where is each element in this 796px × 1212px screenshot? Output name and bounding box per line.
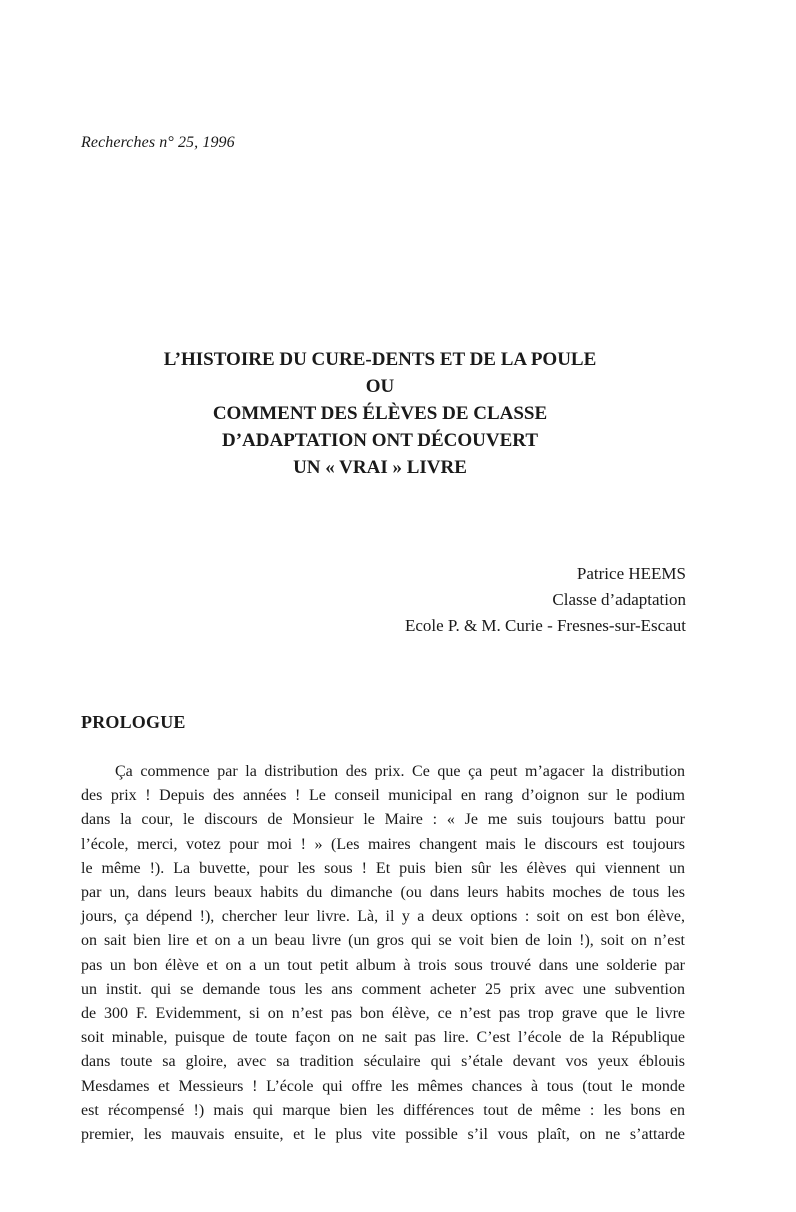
title-line-3: COMMENT DES ÉLÈVES DE CLASSE (212, 403, 548, 424)
author-school: Ecole P. & M. Curie - Fresnes-sur-Escaut (404, 616, 686, 635)
author-block (405, 561, 686, 639)
body-line: l’école, merci, votez pour moi ! » (Les maires changent mais le discours est toujours (81, 835, 685, 853)
body-line: le même !). La buvette, pour les sous ! Et puis bien sûr les élèves qui viennent un (81, 859, 685, 877)
body-line: Mesdames et Messieurs ! L’école qui offre les mêmes chances à tous (tout le monde (81, 1077, 685, 1095)
body-line: dans toute sa gloire, avec sa tradition séculaire qui s’étale devant vos yeux éblouis (81, 1053, 685, 1071)
body-line: jours, ça dépend !), chercher leur livre. Là, il y a deux options : soit on est bon élève, (81, 908, 685, 926)
title-line-1: L’HISTOIRE DU CURE-DENTS ET DE LA POULE (163, 349, 597, 370)
title-line-5: UN « VRAI » LIVRE (293, 457, 467, 478)
journal-reference: Recherches n° 25, 1996 (81, 134, 235, 151)
body-line: un instit. qui se demande tous les ans comment acheter 25 prix avec une subvention (81, 980, 685, 998)
body-line: pas un bon élève et on a un tout petit album à trois sous trouvé dans une solderie par (81, 956, 685, 974)
article-title (100, 346, 660, 481)
body-line: on sait bien lire et on a un beau livre (un gros qui se voit bien de loin !), soit on n’est (81, 932, 685, 950)
body-line: premier, les mauvais ensuite, et le plus vite possible s’il vous plaît, on ne s’attarde (81, 1126, 685, 1144)
body-line: est récompensé !) mais qui marque bien les différences tout de même : les bons en (81, 1101, 685, 1119)
title-line-4: D’ADAPTATION ONT DÉCOUVERT (221, 430, 539, 451)
body-line: dans la cour, le discours de Monsieur le Maire : « Je me suis toujours battu pour (81, 811, 685, 829)
author-class: Classe d’adaptation (552, 590, 686, 609)
body-line: soit minable, puisque de toute façon on ne sait pas lire. C’est l’école de la République (81, 1029, 685, 1047)
body-paragraph (81, 760, 685, 1147)
body-line: par un, dans leurs beaux habits du dimanche (ou dans leurs habits moches de tous les (81, 884, 685, 902)
title-line-2: OU (365, 376, 395, 397)
author-name: Patrice HEEMS (576, 564, 686, 583)
body-line: des prix ! Depuis des années ! Le conseil municipal en rang d’oignon sur le podium (81, 787, 685, 805)
section-heading: PROLOGUE (81, 712, 186, 732)
body-line: de 300 F. Evidemment, si on n’est pas bon élève, ce n’est pas trop grave que le livre (81, 1005, 685, 1023)
body-line: Ça commence par la distribution des prix. Ce que ça peut m’agacer la distribution (115, 763, 685, 780)
